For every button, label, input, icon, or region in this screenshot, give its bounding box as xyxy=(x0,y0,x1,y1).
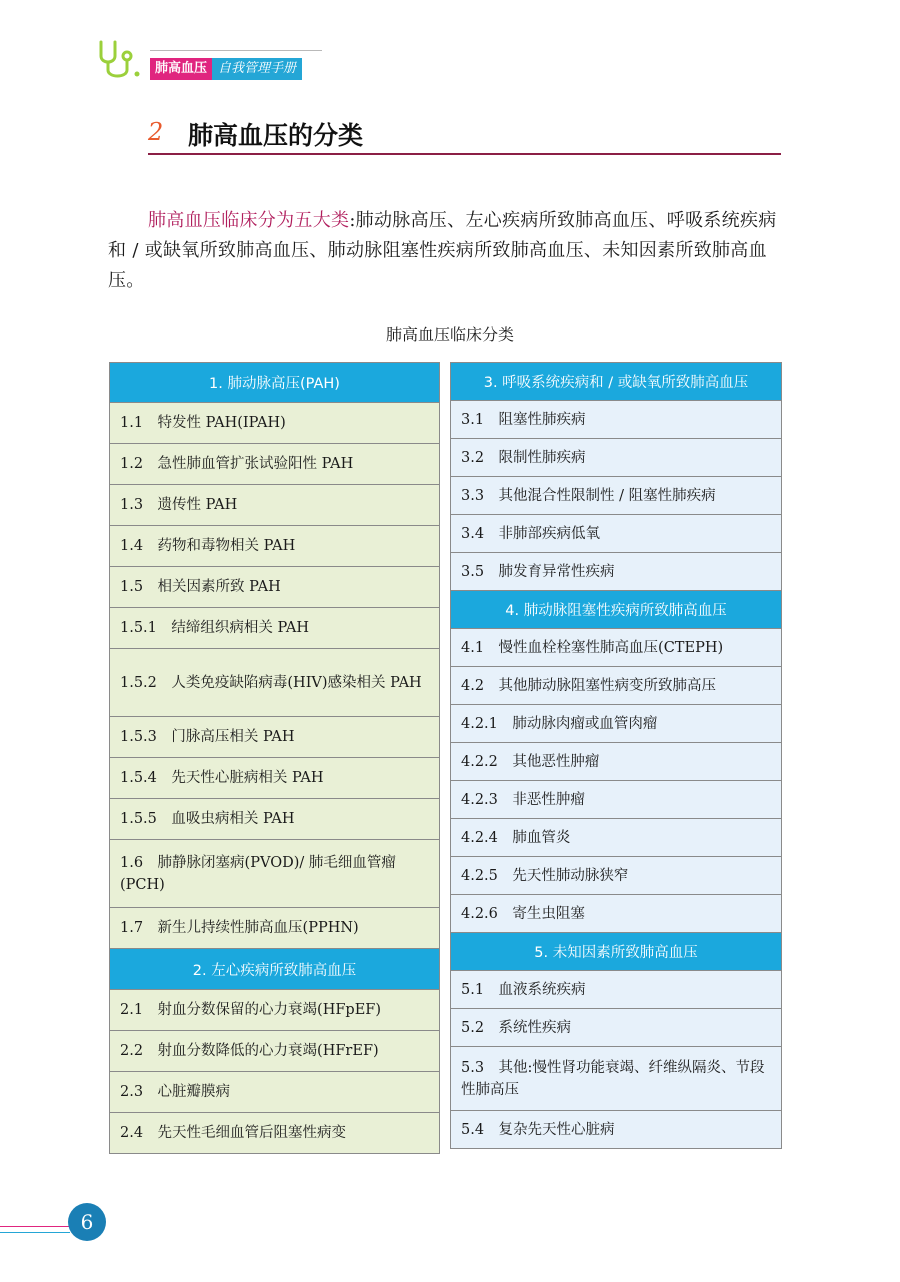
table-row: 3.4 非肺部疾病低氧 xyxy=(451,515,781,553)
table-row: 5.2 系统性疾病 xyxy=(451,1009,781,1047)
table-row: 4.2.4 肺血管炎 xyxy=(451,819,781,857)
footer-line-blue xyxy=(0,1232,70,1233)
table-row: 3.3 其他混合性限制性 / 阻塞性肺疾病 xyxy=(451,477,781,515)
table-row: 4.2.5 先天性肺动脉狭窄 xyxy=(451,857,781,895)
table-row: 4.2 其他肺动脉阻塞性病变所致肺高压 xyxy=(451,667,781,705)
table-row: 2.4 先天性毛细血管后阻塞性病变 xyxy=(110,1113,439,1154)
section-title-rule xyxy=(148,153,781,155)
table-row: 5.3 其他:慢性肾功能衰竭、纤维纵隔炎、节段性肺高压 xyxy=(451,1047,781,1111)
table-row: 5.4 复杂先天性心脏病 xyxy=(451,1111,781,1149)
table-row: 4.2.2 其他恶性肿瘤 xyxy=(451,743,781,781)
group-header-pah: 1. 肺动脉高压(PAH) xyxy=(110,362,439,403)
page-number: 6 xyxy=(68,1203,106,1241)
table-row: 4.2.3 非恶性肿瘤 xyxy=(451,781,781,819)
stethoscope-icon xyxy=(97,38,143,80)
table-row: 1.5.2 人类免疫缺陷病毒(HIV)感染相关 PAH xyxy=(110,649,439,717)
table-row: 3.2 限制性肺疾病 xyxy=(451,439,781,477)
section-number: 2 xyxy=(148,118,164,146)
classification-left-column xyxy=(109,362,440,1154)
table-row: 1.3 遗传性 PAH xyxy=(110,485,439,526)
table-row: 1.1 特发性 PAH(IPAH) xyxy=(110,403,439,444)
intro-text: :肺动脉高压、左心疾病所致肺高血压、呼吸系统疾病和 / 或缺氧所致肺高血压、肺动脉阻塞性疾病所致肺高血压、未知因素所致肺高血压。 xyxy=(108,210,777,291)
intro-highlight: 肺高血压临床分为五大类 xyxy=(148,210,350,231)
table-row: 1.5.5 血吸虫病相关 PAH xyxy=(110,799,439,840)
table-row: 2.1 射血分数保留的心力衰竭(HFpEF) xyxy=(110,990,439,1031)
table-row: 3.5 肺发育异常性疾病 xyxy=(451,553,781,591)
table-row: 1.5.3 门脉高压相关 PAH xyxy=(110,717,439,758)
table-row: 1.5 相关因素所致 PAH xyxy=(110,567,439,608)
group-header-respiratory: 3. 呼吸系统疾病和 / 或缺氧所致肺高血压 xyxy=(451,362,781,401)
table-row: 2.3 心脏瓣膜病 xyxy=(110,1072,439,1113)
table-row: 1.2 急性肺血管扩张试验阳性 PAH xyxy=(110,444,439,485)
table-row: 5.1 血液系统疾病 xyxy=(451,971,781,1009)
header-book-tag xyxy=(150,58,302,80)
table-caption: 肺高血压临床分类 xyxy=(385,325,514,344)
table-row: 4.2.6 寄生虫阻塞 xyxy=(451,895,781,933)
table-row: 2.2 射血分数降低的心力衰竭(HFrEF) xyxy=(110,1031,439,1072)
classification-right-column xyxy=(450,362,782,1149)
table-row: 1.4 药物和毒物相关 PAH xyxy=(110,526,439,567)
footer-line-pink xyxy=(0,1226,70,1227)
table-row: 1.7 新生儿持续性肺高血压(PPHN) xyxy=(110,908,439,949)
table-row: 4.2.1 肺动脉肉瘤或血管肉瘤 xyxy=(451,705,781,743)
table-row: 1.5.1 结缔组织病相关 PAH xyxy=(110,608,439,649)
intro-paragraph xyxy=(108,206,783,296)
header-tag-sub: 自我管理手册 xyxy=(212,58,302,80)
group-header-unknown: 5. 未知因素所致肺高血压 xyxy=(451,933,781,971)
group-header-left-heart: 2. 左心疾病所致肺高血压 xyxy=(110,949,439,990)
header-tag-main: 肺高血压 xyxy=(150,58,212,80)
section-title: 肺高血压的分类 xyxy=(188,121,364,150)
table-row: 1.6 肺静脉闭塞病(PVOD)/ 肺毛细血管瘤(PCH) xyxy=(110,840,439,908)
table-row: 4.1 慢性血栓栓塞性肺高血压(CTEPH) xyxy=(451,629,781,667)
table-row: 1.5.4 先天性心脏病相关 PAH xyxy=(110,758,439,799)
header-divider xyxy=(150,50,322,51)
group-header-obstruction: 4. 肺动脉阻塞性疾病所致肺高血压 xyxy=(451,591,781,629)
table-row: 3.1 阻塞性肺疾病 xyxy=(451,401,781,439)
